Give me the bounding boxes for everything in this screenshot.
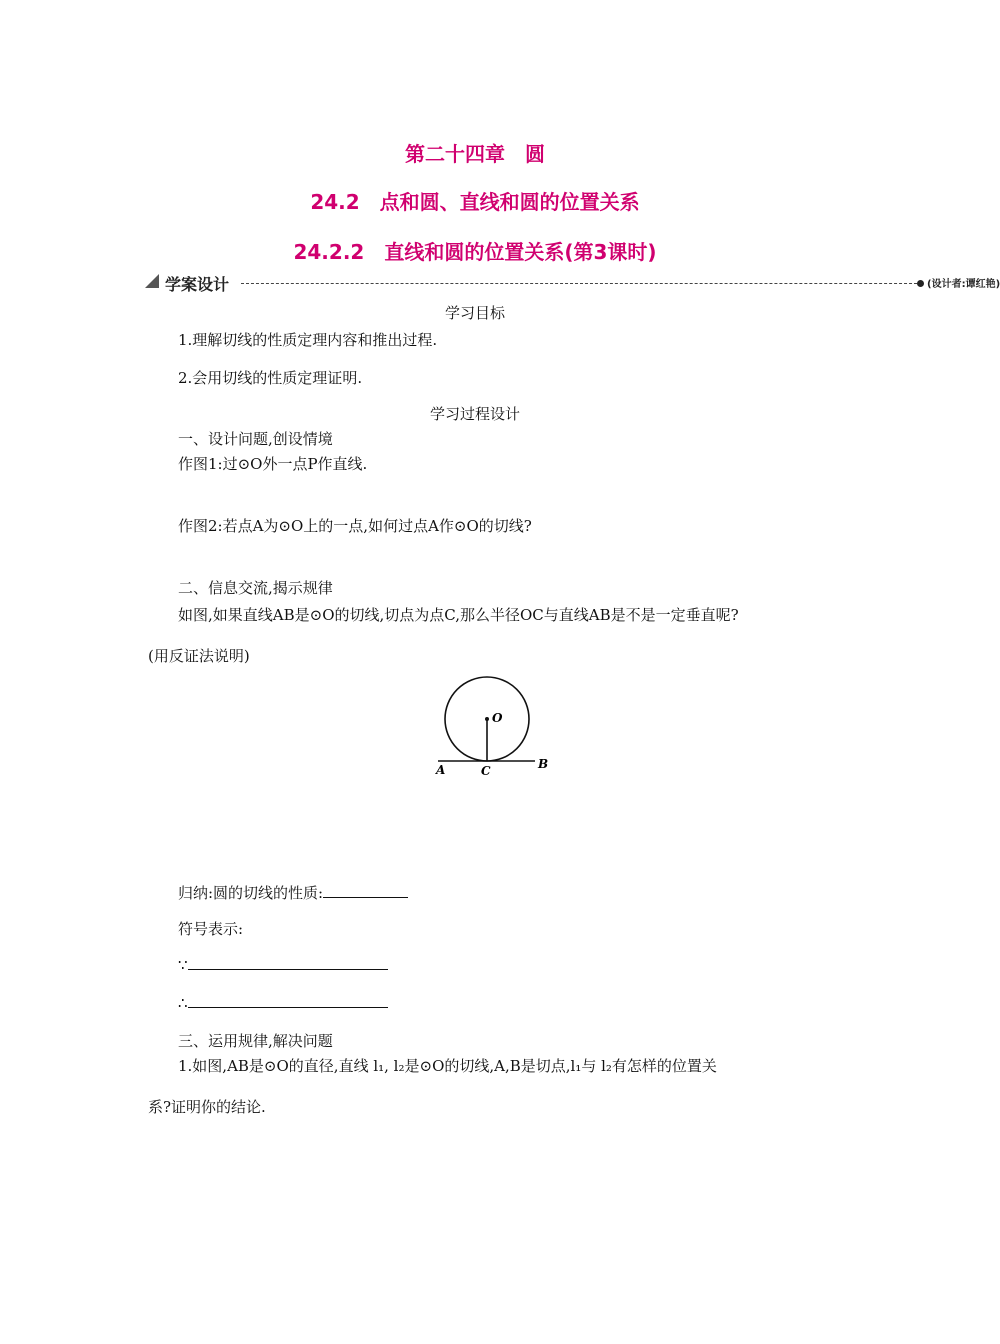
banner-author: (设计者:谭红艳): [927, 279, 1000, 290]
section-title: 24.2 点和圆、直线和圆的位置关系: [310, 190, 640, 214]
symbol-heading: 符号表示:: [178, 920, 244, 938]
question1-line1: 1.如图,AB是⊙O的直径,直线 l₁, l₂是⊙O的切线,A,B是切点,l₁与 l₂有怎样的位置关: [178, 1057, 717, 1075]
therefore-symbol: ∴: [178, 994, 188, 1012]
banner-triangle-icon: [145, 274, 159, 288]
center-point: [485, 717, 489, 721]
objectives-heading: 学习目标: [444, 304, 505, 322]
summary-line: [178, 882, 408, 903]
because-blank[interactable]: [188, 955, 388, 970]
label-a: A: [436, 763, 446, 777]
task1-text: 作图1:过⊙O外一点P作直线.: [178, 455, 368, 473]
therefore-blank[interactable]: [188, 993, 388, 1008]
subsection-title: 24.2.2 直线和圆的位置关系(第3课时): [293, 240, 657, 264]
part1-heading: 一、设计问题,创设情境: [178, 430, 333, 448]
part2-note: (用反证法说明): [148, 647, 250, 665]
because-line: [178, 955, 388, 974]
banner-dot-icon: [917, 280, 924, 287]
label-b: B: [538, 757, 549, 771]
tangent-figure: [420, 672, 560, 782]
therefore-line: [178, 993, 388, 1012]
task2-text: 作图2:若点A为⊙O上的一点,如何过点A作⊙O的切线?: [178, 517, 532, 535]
part2-heading: 二、信息交流,揭示规律: [178, 579, 333, 597]
label-o: O: [492, 711, 503, 725]
process-heading: 学习过程设计: [429, 405, 520, 423]
objective-item-2: 2.会用切线的性质定理证明.: [178, 369, 363, 387]
part2-question: 如图,如果直线AB是⊙O的切线,切点为点C,那么半径OC与直线AB是不是一定垂直呢?: [178, 606, 739, 624]
banner-label: 学案设计: [165, 275, 230, 294]
because-symbol: ∵: [178, 956, 188, 974]
part3-heading: 三、运用规律,解决问题: [178, 1032, 333, 1050]
summary-text: 归纳:圆的切线的性质:: [178, 884, 324, 902]
summary-blank[interactable]: [323, 883, 408, 898]
question1-line2: 系?证明你的结论.: [148, 1098, 266, 1116]
chapter-title: 第二十四章 圆: [405, 142, 545, 166]
objective-item-1: 1.理解切线的性质定理内容和推出过程.: [178, 331, 438, 349]
banner-dashed-line: [241, 283, 917, 284]
design-banner: [145, 272, 1000, 296]
label-c: C: [481, 764, 491, 778]
